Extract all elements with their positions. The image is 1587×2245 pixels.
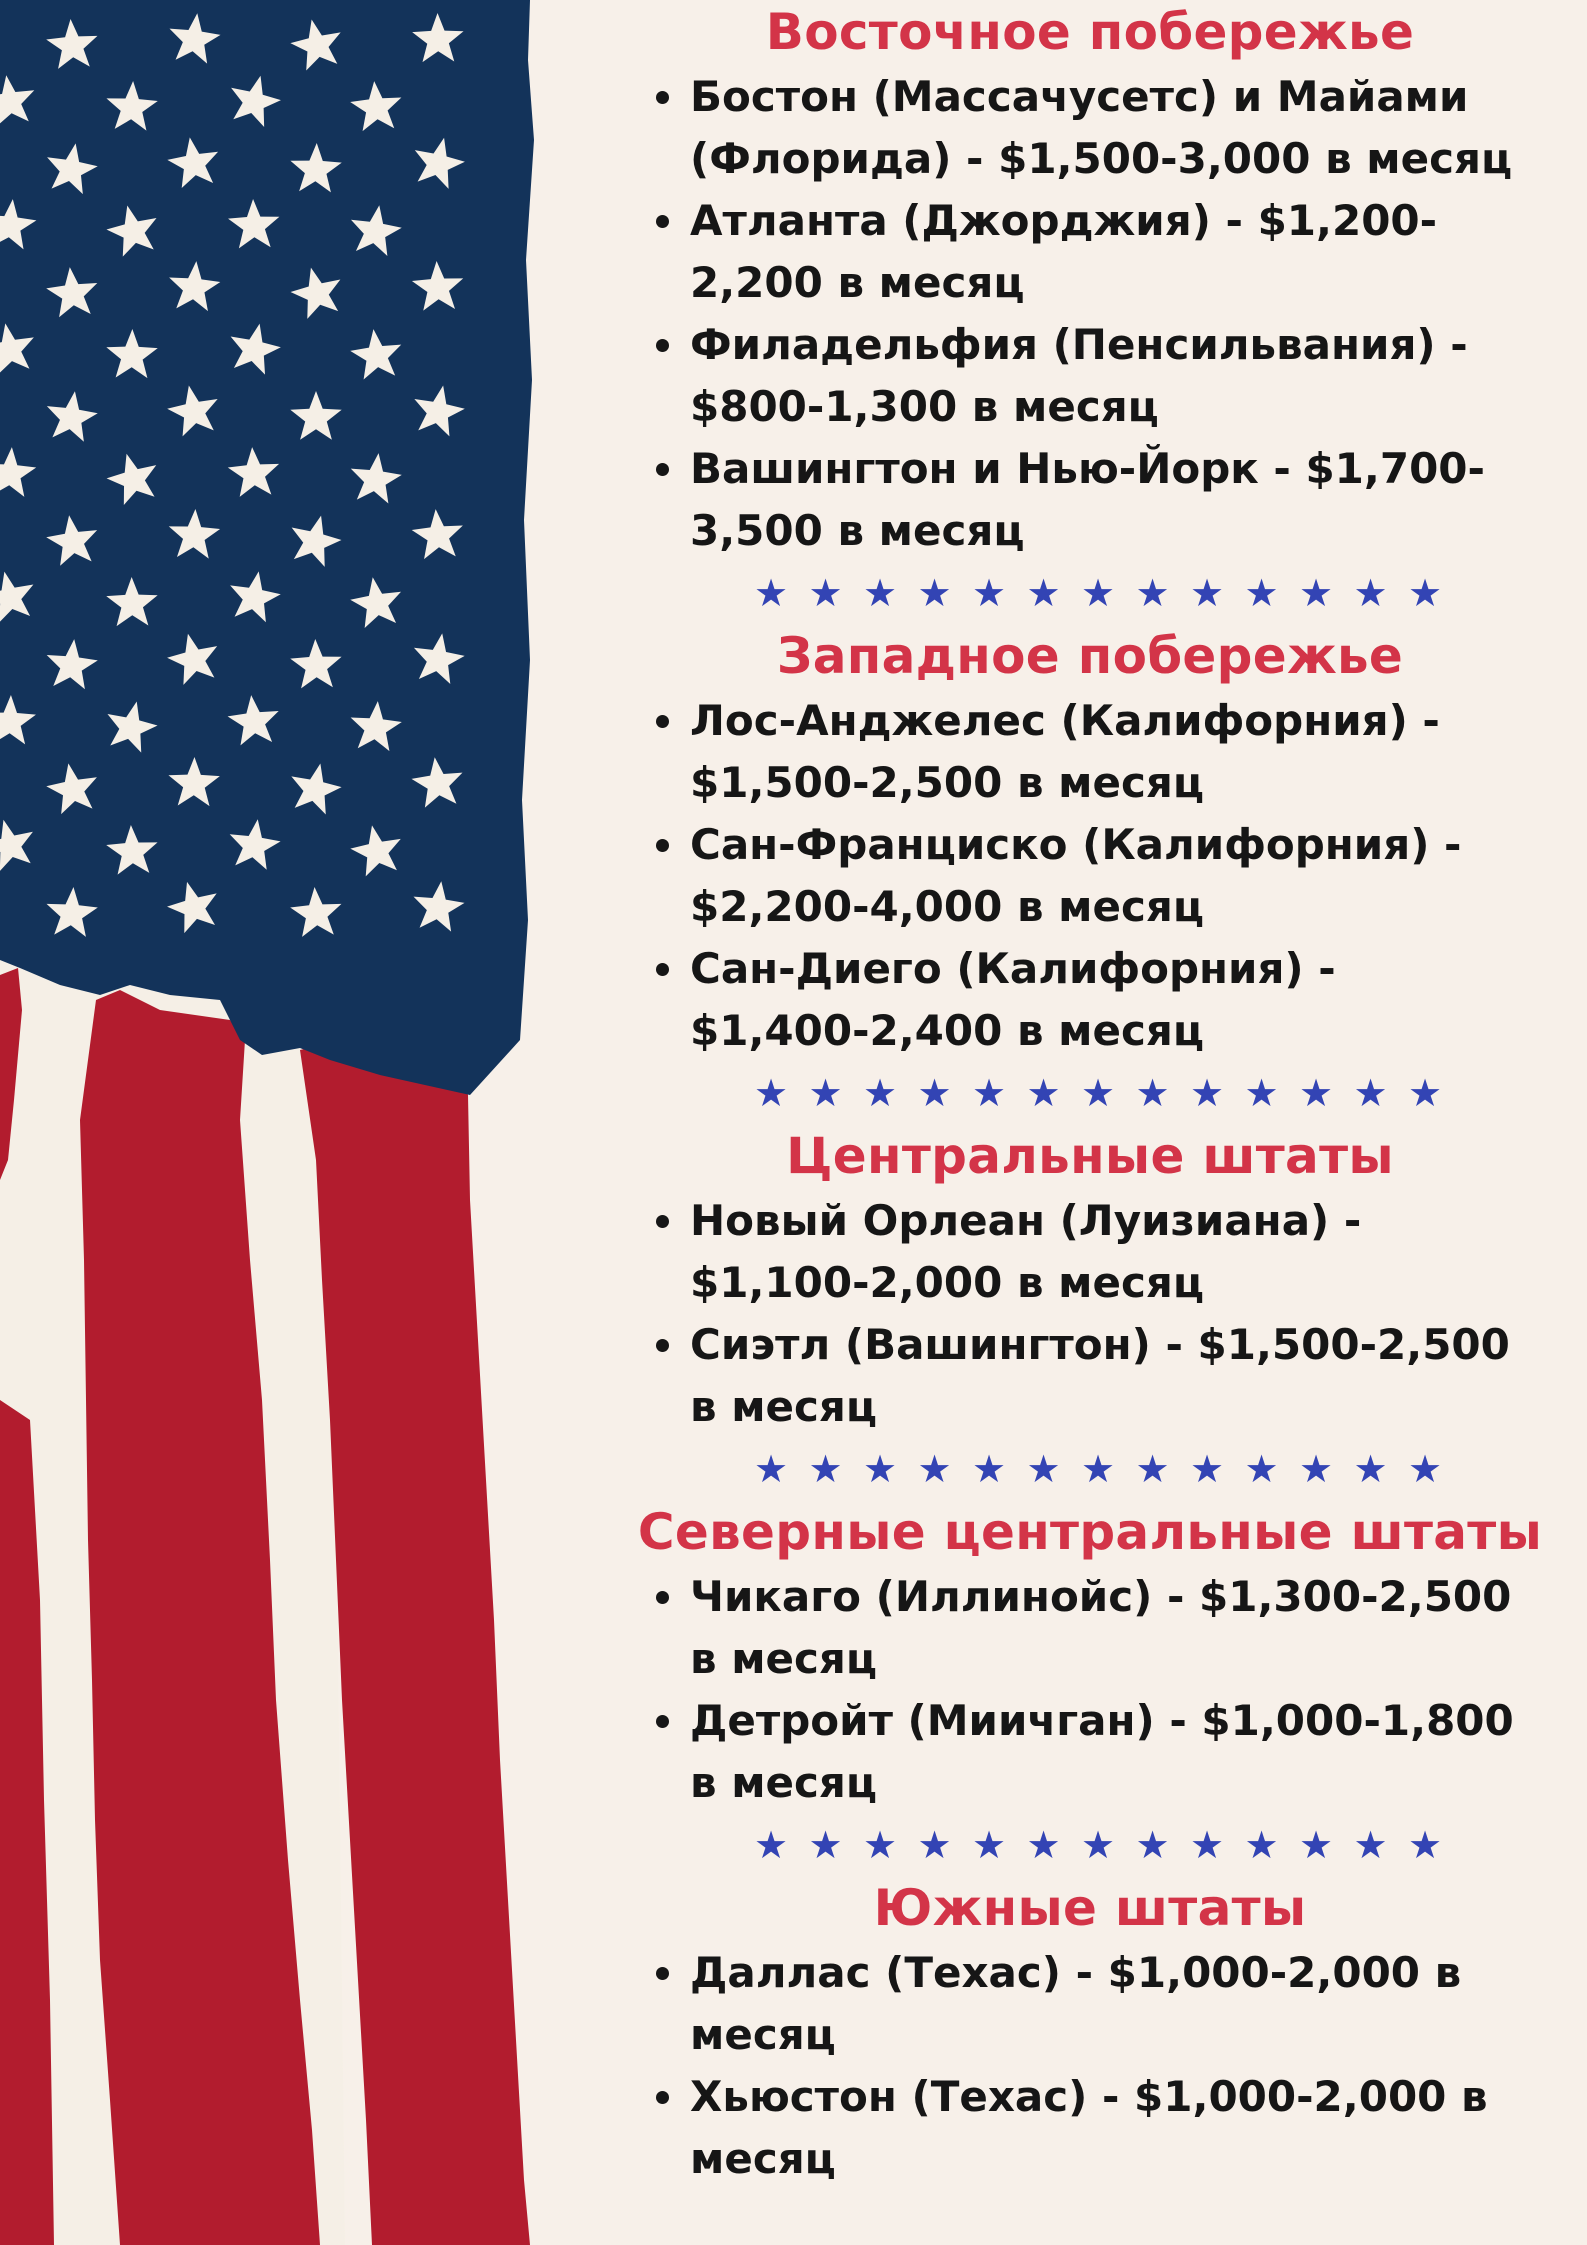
city-price-item: Новый Орлеан (Луизиана) - $1,100-2,000 в месяц bbox=[690, 1190, 1520, 1314]
star-icon: ★ bbox=[972, 571, 1007, 615]
us-flag-brushstroke-illustration bbox=[0, 0, 560, 2245]
city-price-list bbox=[600, 1190, 1580, 1438]
star-icon: ★ bbox=[808, 1071, 843, 1115]
star-icon: ★ bbox=[1299, 1071, 1334, 1115]
star-icon: ★ bbox=[1299, 1447, 1334, 1491]
star-icon: ★ bbox=[1408, 1071, 1443, 1115]
star-icon: ★ bbox=[1190, 1823, 1225, 1867]
star-icon: ★ bbox=[863, 571, 898, 615]
city-price-item: Чикаго (Иллинойс) - $1,300-2,500 в месяц bbox=[690, 1566, 1520, 1690]
star-icon: ★ bbox=[1190, 1071, 1225, 1115]
star-icon: ★ bbox=[1408, 1823, 1443, 1867]
city-price-item: Лос-Анджелес (Калифорния) - $1,500-2,500 в месяц bbox=[690, 690, 1520, 814]
star-icon: ★ bbox=[1353, 1447, 1388, 1491]
star-icon: ★ bbox=[1026, 571, 1061, 615]
region-heading: Южные штаты bbox=[873, 1879, 1307, 1937]
star-icon: ★ bbox=[1244, 571, 1279, 615]
star-icon: ★ bbox=[972, 1823, 1007, 1867]
star-icon: ★ bbox=[1026, 1823, 1061, 1867]
star-icon: ★ bbox=[808, 1823, 843, 1867]
star-icon: ★ bbox=[1190, 571, 1225, 615]
star-separator bbox=[610, 1447, 1580, 1491]
star-separator bbox=[610, 1823, 1580, 1867]
star-icon: ★ bbox=[1353, 1823, 1388, 1867]
star-icon: ★ bbox=[1135, 1823, 1170, 1867]
star-icon: ★ bbox=[972, 1071, 1007, 1115]
star-icon: ★ bbox=[1081, 1823, 1116, 1867]
star-icon: ★ bbox=[1244, 1071, 1279, 1115]
city-price-item: Вашингтон и Нью-Йорк - $1,700-3,500 в месяц bbox=[690, 438, 1520, 562]
star-icon: ★ bbox=[1081, 1071, 1116, 1115]
city-price-list bbox=[600, 690, 1580, 1062]
star-icon: ★ bbox=[1135, 1447, 1170, 1491]
star-icon: ★ bbox=[917, 1071, 952, 1115]
star-icon: ★ bbox=[1135, 571, 1170, 615]
city-price-item: Хьюстон (Техас) - $1,000-2,000 в месяц bbox=[690, 2066, 1520, 2190]
city-price-item: Детройт (Миичган) - $1,000-1,800 в месяц bbox=[690, 1690, 1520, 1814]
city-price-item: Атланта (Джорджия) - $1,200-2,200 в месяц bbox=[690, 190, 1520, 314]
star-icon: ★ bbox=[1244, 1823, 1279, 1867]
star-icon: ★ bbox=[754, 1823, 789, 1867]
star-icon: ★ bbox=[1026, 1071, 1061, 1115]
city-price-list bbox=[600, 1942, 1580, 2190]
star-icon: ★ bbox=[1190, 1447, 1225, 1491]
star-icon: ★ bbox=[917, 1823, 952, 1867]
star-icon: ★ bbox=[754, 571, 789, 615]
star-icon: ★ bbox=[1408, 1447, 1443, 1491]
region-heading: Центральные штаты bbox=[786, 1127, 1394, 1185]
city-price-item: Даллас (Техас) - $1,000-2,000 в месяц bbox=[690, 1942, 1520, 2066]
star-icon: ★ bbox=[754, 1071, 789, 1115]
city-price-item: Сан-Франциско (Калифорния) - $2,200-4,000 в месяц bbox=[690, 814, 1520, 938]
star-icon: ★ bbox=[1135, 1071, 1170, 1115]
city-price-item: Бостон (Массачусетс) и Майами (Флорида) - $1,500-3,000 в месяц bbox=[690, 66, 1520, 190]
star-icon: ★ bbox=[808, 1447, 843, 1491]
star-icon: ★ bbox=[1081, 571, 1116, 615]
region-heading: Северные центральные штаты bbox=[637, 1503, 1543, 1561]
star-icon: ★ bbox=[917, 1447, 952, 1491]
star-icon: ★ bbox=[1244, 1447, 1279, 1491]
star-icon: ★ bbox=[1353, 1071, 1388, 1115]
cost-of-living-list bbox=[600, 0, 1580, 2190]
star-separator bbox=[610, 571, 1580, 615]
star-separator bbox=[610, 1071, 1580, 1115]
star-icon: ★ bbox=[917, 571, 952, 615]
star-icon: ★ bbox=[972, 1447, 1007, 1491]
star-icon: ★ bbox=[863, 1823, 898, 1867]
star-icon: ★ bbox=[863, 1071, 898, 1115]
region-heading: Восточное побережье bbox=[765, 3, 1415, 61]
star-icon: ★ bbox=[1299, 571, 1334, 615]
star-icon: ★ bbox=[1299, 1823, 1334, 1867]
star-icon: ★ bbox=[808, 571, 843, 615]
city-price-item: Филадельфия (Пенсильвания) - $800-1,300 в месяц bbox=[690, 314, 1520, 438]
star-icon: ★ bbox=[1353, 571, 1388, 615]
city-price-list bbox=[600, 66, 1580, 562]
city-price-list bbox=[600, 1566, 1580, 1814]
city-price-item: Сиэтл (Вашингтон) - $1,500-2,500 в месяц bbox=[690, 1314, 1520, 1438]
star-icon: ★ bbox=[1408, 571, 1443, 615]
star-icon: ★ bbox=[863, 1447, 898, 1491]
star-icon: ★ bbox=[754, 1447, 789, 1491]
region-heading: Западное побережье bbox=[776, 627, 1404, 685]
star-icon: ★ bbox=[1026, 1447, 1061, 1491]
star-icon: ★ bbox=[1081, 1447, 1116, 1491]
city-price-item: Сан-Диего (Калифорния) - $1,400-2,400 в месяц bbox=[690, 938, 1520, 1062]
